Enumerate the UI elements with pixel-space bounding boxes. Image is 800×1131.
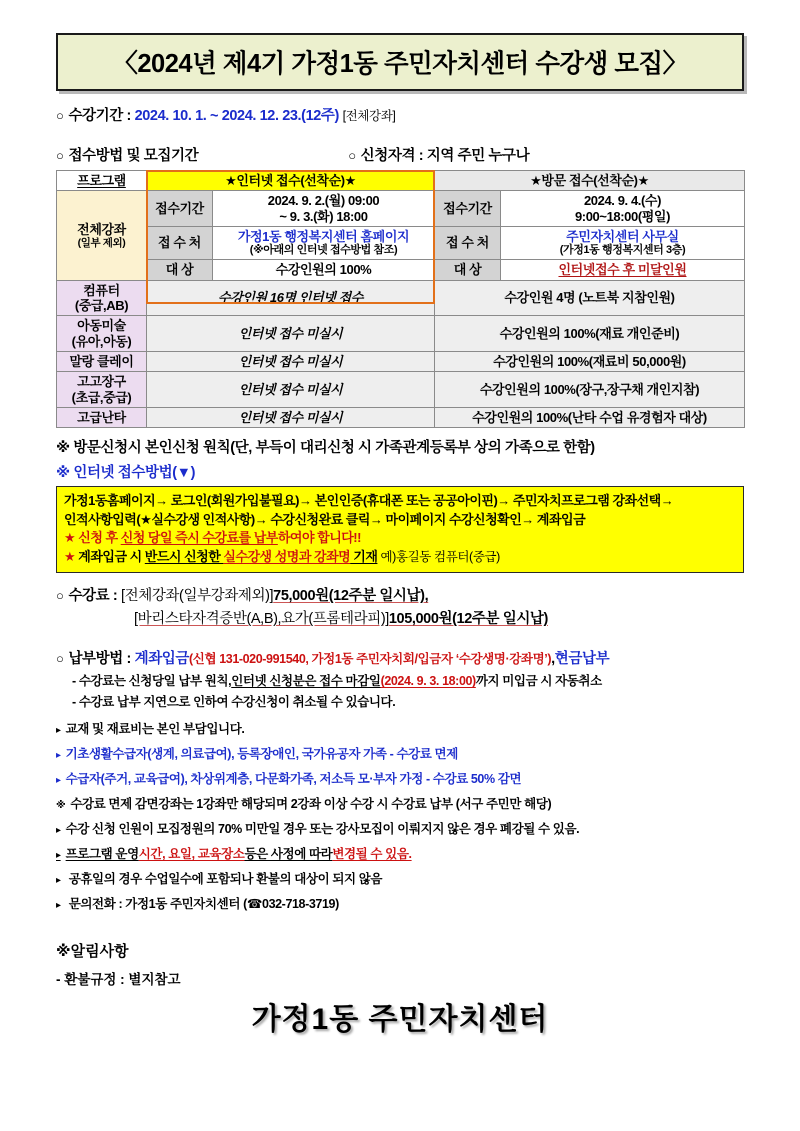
table-row [57, 260, 745, 280]
note-marker: ※ [56, 465, 70, 482]
table-row [57, 226, 745, 259]
internet-method-box [56, 486, 744, 573]
triangle-bullet-icon: ▸ [56, 900, 61, 912]
course-period-label: 수강기간 : [68, 108, 131, 124]
label-internet-period: 접수기간 [147, 191, 213, 227]
col-program-header: 프로그램 [57, 171, 147, 191]
apply-method-heading: 접수방법 및 모집기간 [68, 148, 199, 164]
fee-label: 수강료 : [68, 588, 118, 605]
program-internet-cell: 수강인원 16명 인터넷 접수 [147, 280, 435, 316]
notice-heading: ※알림사항 [56, 943, 129, 961]
fee-scope-2: [바리스타자격증반(A,B),요가(프롬테라피)] [134, 611, 389, 628]
bullet-circle-icon: ○ [56, 651, 64, 667]
bullet-circle-icon: ○ [56, 588, 64, 604]
page-title: 〈2024년 제4기 가정1동 주민자치센터 수강생 모집〉 [112, 50, 688, 78]
value-visit-target: 인터넷접수 후 미달인원 [501, 260, 745, 280]
payment-subnote-1: - 수강료는 신청당일 납부 원칙, 인터넷 신청분은 접수 마감일 (2024. 9. 3. 18:00) 까지 미입금 시 자동취소 [72, 674, 602, 689]
program-internet-cell: 인터넷 접수 미실시 [147, 351, 435, 371]
label-visit-target: 대 상 [435, 260, 501, 280]
label-visit-period: 접수기간 [435, 191, 501, 227]
warning-line-2: ★ 계좌입금 시 반드시 신청한 실수강생 성명과 강좌명 기재 예)홍길동 컴퓨터(중급) [64, 548, 500, 564]
bullet-circle-icon: ○ [56, 148, 64, 163]
table-row [57, 372, 745, 408]
table-row [57, 351, 745, 371]
all-courses-cell [57, 191, 147, 280]
table-row [57, 280, 745, 316]
apply-headings [56, 144, 744, 165]
recruitment-table [56, 170, 745, 428]
program-name-cell: 고고장구 (초급,중급) [57, 372, 147, 408]
triangle-bullet-icon: ▸ [56, 875, 61, 887]
value-internet-place: 가정1동 행정복지센터 홈페이지 (※아래의 인터넷 접수방법 참조) [213, 226, 435, 259]
program-internet-cell: 인터넷 접수 미실시 [147, 407, 435, 427]
list-item: ▸ 수급자(주거, 교육급여), 차상위계층, 다문화가족, 저소득 모·부자 가정 - 수강료 50% 감면 [56, 772, 522, 787]
reference-mark-icon: ※ [56, 800, 66, 812]
step-line-1: 가정1동홈페이지→ 로그인(회원가입불필요)→ 본인인증(휴대폰 또는 공공아이핀)→ 주민자치프로그램 강좌선택→ [64, 493, 674, 509]
list-item-program-change: ▸ 프로그램 운영 시간, 요일, 교육장소 등은 사정에 따라 변경될 수 있음. [56, 847, 412, 862]
fee-line-2 [56, 607, 744, 628]
step-line-2: 인적사항입력(★실수강생 인적사항)→ 수강신청완료 클릭→ 마이페이지 수강신청확인→ 계좌입금 [64, 511, 586, 527]
footer-organization-logo: 가정1동 주민자치센터 [251, 1003, 549, 1037]
payment-line: ○ 납부방법 : 계좌입금 (신협 131-020-991540, 가정1동 주민자치회/입금자 ‘수강생명·강좌명’) , 현금납부 [56, 647, 744, 668]
program-name-cell: 고급난타 [57, 407, 147, 427]
document-title-box [56, 33, 744, 91]
table-row [57, 191, 745, 227]
label-visit-place: 접 수 처 [435, 226, 501, 259]
payment-subnote-2: - 수강료 납부 지연으로 인하여 수강신청이 취소될 수 있습니다. [72, 695, 396, 710]
program-visit-cell: 수강인원의 100%(난타 수업 유경험자 대상) [435, 407, 745, 427]
payment-method-transfer: 계좌입금 [134, 651, 190, 668]
program-visit-cell: 수강인원 4명 (노트북 지참인원) [435, 280, 745, 316]
payment-label: 납부방법 : [68, 651, 131, 668]
table-row [57, 316, 745, 352]
program-internet-cell: 인터넷 접수 미실시 [147, 372, 435, 408]
list-item: ▸ 기초생활수급자(생계, 의료급여), 등록장애인, 국가유공자 가족 - 수강료 면제 [56, 747, 458, 762]
telephone-icon: ☎ [246, 897, 263, 912]
table-row [57, 407, 745, 427]
col-visit-header: ★방문 접수(선착순)★ [435, 171, 745, 191]
list-item: ▸ 공휴일의 경우 수업일수에 포함되나 환불의 대상이 되지 않음 [56, 872, 383, 887]
value-visit-period: 2024. 9. 4.(수) 9:00~18:00(평일) [501, 191, 745, 227]
program-internet-cell: 인터넷 접수 미실시 [147, 316, 435, 352]
bullet-circle-icon: ○ [348, 148, 356, 163]
internet-method-label: 인터넷 접수방법(▼) [73, 465, 196, 482]
payment-account-detail: (신협 131-020-991540, 가정1동 주민자치회/입금자 ‘수강생명·강좌명’) [189, 652, 552, 667]
internet-method-note [56, 461, 744, 482]
value-internet-period: 2024. 9. 2.(월) 09:00 ~ 9. 3.(화) 18:00 [213, 191, 435, 227]
triangle-bullet-icon: ▸ [56, 850, 61, 862]
list-item: ※ 수강료 면제 감면강좌는 1강좌만 해당되며 2강좌 이상 수강 시 수강료 납부 (서구 주민만 해당) [56, 797, 552, 812]
fee-line-1 [56, 584, 744, 605]
document-page [0, 33, 800, 1131]
bullet-notes [56, 719, 744, 912]
triangle-bullet-icon: ▸ [56, 725, 61, 737]
fee-amount-2: 105,000원(12주분 일시납) [388, 611, 548, 628]
bullet-circle-icon: ○ [56, 108, 64, 123]
program-visit-cell: 수강인원의 100%(재료비 50,000원) [435, 351, 745, 371]
program-name-cell: 말랑 클레이 [57, 351, 147, 371]
value-internet-target: 수강인원의 100% [213, 260, 435, 280]
contact-line: ▸ 문의전화 : 가정1동 주민자치센터 ( ☎ 032-718-3719) [56, 897, 339, 912]
triangle-bullet-icon: ▸ [56, 825, 61, 837]
list-item: ▸ 교재 및 재료비는 본인 부담입니다. [56, 722, 245, 737]
eligibility-heading: 신청자격 : 지역 주민 누구나 [360, 148, 530, 164]
fee-scope-1: [전체강좌(일부강좌제외)] [120, 588, 274, 605]
program-name-cell: 컴퓨터 (중급,AB) [57, 280, 147, 316]
value-visit-place: 주민자치센터 사무실 (가정1동 행정복지센터 3층) [501, 226, 745, 259]
warning-line-1: ★ 신청 후 신청 당일 즉시 수강료를 납부하여야 합니다!! [64, 530, 361, 546]
notice-refund-line: - 환불규정 : 별지참고 [56, 972, 181, 988]
program-visit-cell: 수강인원의 100%(재료 개인준비) [435, 316, 745, 352]
label-internet-place: 접 수 처 [147, 226, 213, 259]
triangle-bullet-icon: ▸ [56, 750, 61, 762]
label-internet-target: 대 상 [147, 260, 213, 280]
col-internet-header: ★인터넷 접수(선착순)★ [147, 171, 435, 191]
fee-amount-1: 75,000원(12주분 일시납), [273, 588, 429, 605]
triangle-bullet-icon: ▸ [56, 775, 61, 787]
all-courses-name: 전체강좌 [77, 221, 126, 237]
payment-method-cash: 현금납부 [554, 651, 610, 668]
course-period-line [56, 104, 744, 125]
course-period-suffix: [전체강좌] [342, 109, 396, 123]
visit-rule-note: ※ 방문신청시 본인신청 원칙(단, 부득이 대리신청 시 가족관계등록부 상의 가족으로 한함) [56, 440, 595, 457]
course-period-value: 2024. 10. 1. ~ 2024. 12. 23.(12주) [134, 108, 339, 124]
all-courses-note: (일부 제외) [77, 236, 126, 249]
table-header-row [57, 171, 745, 191]
program-name-cell: 아동미술 (유아,아동) [57, 316, 147, 352]
list-item: ▸ 수강 신청 인원이 모집정원의 70% 미만일 경우 또는 강사모집이 이뤄지지 않은 경우 폐강될 수 있음. [56, 822, 580, 837]
program-visit-cell: 수강인원의 100%(장구,장구채 개인지참) [435, 372, 745, 408]
